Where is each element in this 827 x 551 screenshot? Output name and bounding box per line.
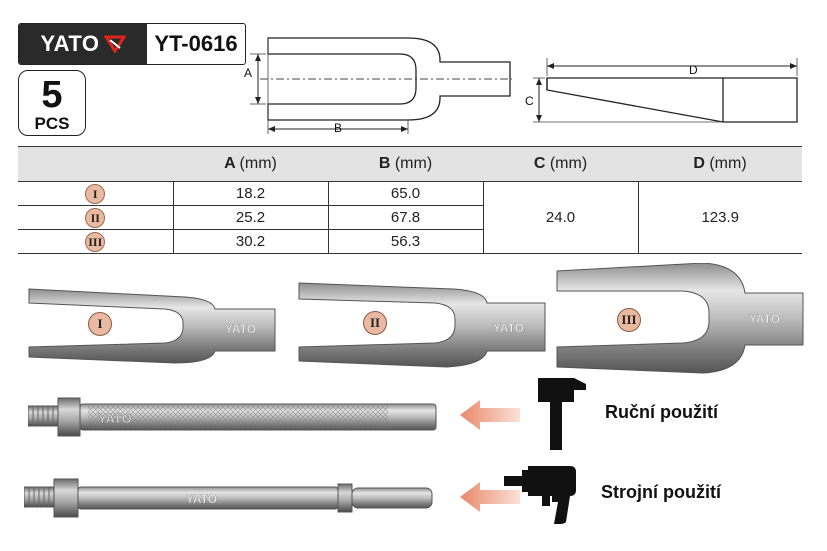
table-header-row bbox=[18, 147, 802, 182]
brand-logo bbox=[19, 24, 147, 64]
wedge-dimension-drawing bbox=[525, 50, 810, 135]
cell-b: 56.3 bbox=[328, 230, 483, 254]
spec-table bbox=[18, 146, 802, 254]
arrow-left-icon bbox=[458, 398, 522, 432]
row-badge: III bbox=[85, 232, 105, 252]
cell-a: 18.2 bbox=[173, 182, 328, 206]
cell-c-shared: 24.0 bbox=[483, 182, 638, 254]
rod-engraving: YATO bbox=[186, 492, 218, 506]
cell-d-shared: 123.9 bbox=[638, 182, 802, 254]
header-a: A (mm) bbox=[173, 147, 328, 182]
dim-label-c: C bbox=[525, 94, 534, 108]
header-b: B (mm) bbox=[328, 147, 483, 182]
header-blank bbox=[18, 147, 173, 182]
fork-badge-2: II bbox=[363, 311, 387, 335]
cell-b: 65.0 bbox=[328, 182, 483, 206]
hammer-icon bbox=[534, 376, 590, 452]
fork-engraving: YATO bbox=[493, 321, 525, 335]
fork-tool-3 bbox=[553, 263, 808, 375]
row-badge: I bbox=[85, 184, 105, 204]
table-row bbox=[18, 182, 802, 206]
machine-use-label: Strojní použití bbox=[601, 482, 721, 502]
air-hammer-icon bbox=[504, 462, 580, 526]
fork-dimension-drawing bbox=[240, 30, 520, 142]
dim-label-a: A bbox=[244, 66, 253, 80]
header-c: C (mm) bbox=[483, 147, 638, 182]
dim-label-b: B bbox=[334, 121, 343, 135]
fork-badge-3: III bbox=[617, 308, 641, 332]
manual-adapter-rod bbox=[28, 392, 440, 442]
fork-engraving: YATO bbox=[225, 322, 257, 336]
header-d: D (mm) bbox=[638, 147, 802, 182]
cell-a: 25.2 bbox=[173, 206, 328, 230]
fork-tool-2 bbox=[295, 277, 550, 372]
rod-engraving: YATO bbox=[98, 411, 132, 426]
dim-label-d: D bbox=[689, 63, 698, 77]
row-badge: II bbox=[85, 208, 105, 228]
pack-count: 5 bbox=[41, 74, 63, 116]
yato-triangle-icon bbox=[104, 35, 126, 53]
fork-engraving: YATO bbox=[749, 312, 781, 326]
cell-b: 67.8 bbox=[328, 206, 483, 230]
machine-adapter-rod bbox=[24, 473, 436, 523]
pack-count-box bbox=[18, 70, 86, 136]
fork-tool-1 bbox=[25, 283, 280, 365]
cell-a: 30.2 bbox=[173, 230, 328, 254]
brand-box bbox=[18, 23, 246, 65]
brand-logo-text: YATO bbox=[40, 31, 100, 56]
pack-unit: PCS bbox=[34, 114, 70, 133]
product-code: YT-0616 bbox=[154, 31, 238, 56]
fork-badge-1: I bbox=[88, 312, 112, 336]
manual-use-label: Ruční použití bbox=[605, 402, 718, 422]
